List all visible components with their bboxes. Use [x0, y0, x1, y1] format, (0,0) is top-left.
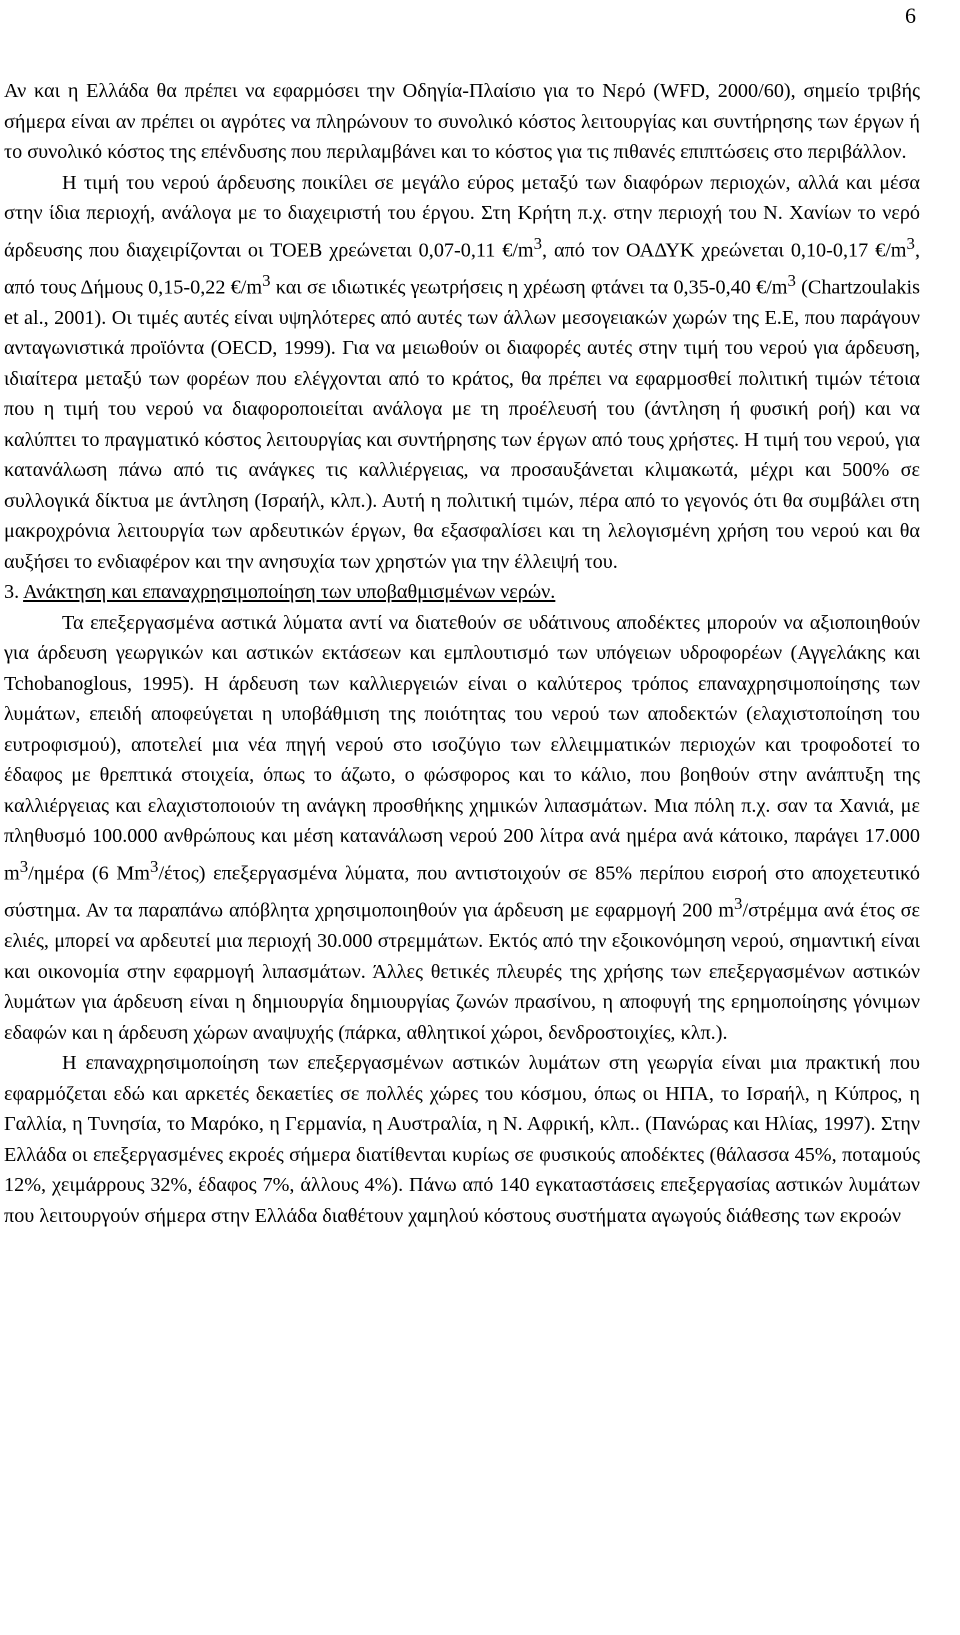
text-run: (Chartzoulakis et al., 2001). Οι τιμές αυτές είναι υψηλότερες από αυτές των άλλων μεσογειακών χωρών της Ε.Ε, που παράγουν ανταγωνιστικά προϊόντα (OECD, 1999). Για να μειωθούν οι διαφορές αυτές στην τιμή του νερού για άρδευση, ιδιαίτερα μεταξύ των φορέων που ελέγχονται από το κράτος, θα πρέπει να εφαρμοσθεί πολιτική τιμών τέτοια που η τιμή του νερού να διαφοροποιείται ανάλογα με τη προέλευσή του (άντληση ή φυσική ροή) και να καλύπτει το πραγματικό κόστος λειτουργίας και συντήρησης των έργων από τους χρήστες. Η τιμή του νερού, για κατανάλωση πάνω από τις ανάγκες τις καλλιέργειας, να προσαυξάνεται κλιμακωτά, μέχρι και 500% σε συλλογικά δίκτυα με άντληση (Ισραήλ, κλπ.). Αυτή η πολιτική τιμών, πέρα από το γεγονός ότι θα συμβάλει στη μακροχρόνια λειτουργία των αρδευτικών έργων, θα εξασφαλίσει και τη λελογισμένη χρήση του νερού και θα αυξήσει το ενδιαφέρον και την ανησυχία των χρηστών για την έλλειψή του.: [4, 276, 920, 573]
superscript: 3: [262, 270, 271, 290]
paragraph-wastewater-reuse: [4, 608, 920, 1048]
text-run: /στρέμμα ανά έτος σε ελιές, μπορεί να αρδευτεί μια περιοχή 30.000 στρεμμάτων. Εκτός από την εξοικονόμηση νερού, σημαντική είναι και οικονομία στην εφαρμογή λιπασμάτων. Άλλες θετικές πλευρές της χρήσης των επεξεργασμένων αστικών λυμάτων για άρδευση είναι η δημιουργία δημιουργίας ζωνών πρασίνου, η αποφυγή της ερημοποίησης γόνιμων εδαφών και η άρδευση χώρων αναψυχής (πάρκα, αθλητικοί χώροι, δενδροστοιχίες, κλπ.).: [4, 899, 920, 1044]
paragraph-wfd: Αν και η Ελλάδα θα πρέπει να εφαρμόσει την Οδηγία-Πλαίσιο για το Νερό (WFD, 2000/60), σημείο τριβής σήμερα είναι αν πρέπει οι αγρότες να πληρώνουν το συνολικό κόστος λειτουργίας και συντήρησης των έργων ή το συνολικό κόστος της επένδυσης που περιλαμβάνει και το κόστος για τις πιθανές επιπτώσεις στο περιβάλλον.: [4, 80, 920, 163]
superscript: 3: [787, 270, 796, 290]
page-number: 6: [905, 3, 916, 28]
document-body: [4, 76, 920, 1231]
superscript: 3: [906, 233, 915, 253]
paragraph-water-pricing: [4, 168, 920, 578]
text-run: Τα επεξεργασμένα αστικά λύματα αντί να διατεθούν σε υδάτινους αποδέκτες μπορούν να αξιοποιηθούν για άρδευση γεωργικών και αστικών εκτάσεων και εμπλουτισμό των υπόγειων υδροφορέων (Αγγελάκης και Tchobanoglous, 1995). Η άρδευση των καλλιεργειών είναι ο καλύτερος τρόπος επαναχρησιμοποίησης των λυμάτων, επειδή αποφεύγεται η υποβάθμιση της ποιότητας του νερού των αποδεκτών (ελαχιστοποίηση του ευτροφισμού), αποτελεί μια νέα πηγή νερού στο ισοζύγιο των ελλειμματικών περιοχών και τροφοδοτεί το έδαφος με θρεπτικά στοιχεία, όπως το άζωτο, ο φώσφορος και το κάλιο, που βοηθούν στην ανάπτυξη της καλλιέργειας και ελαχιστοποιούν τη ανάγκη προσθήκης χημικών λιπασμάτων. Μια πόλη π.χ. σαν τα Χανιά, με πληθυσμό 100.000 ανθρώπους και μέση κατανάλωση νερού 200 λίτρα ανά ημέρα ανά κάτοικο, παράγει 17.000 m: [4, 611, 920, 885]
section-number: 3.: [4, 581, 20, 604]
superscript: 3: [19, 856, 29, 876]
text-run: , από τον ΟΑΔΥΚ χρεώνεται 0,10-0,17 €/m: [542, 239, 907, 262]
text-run: , από τους Δήμους 0,15-0,22 €/m: [4, 239, 920, 299]
text-run: /έτος) επεξεργασμένα λύματα, που αντιστοιχούν σε 85% περίπου εισροή στο αποχετευτικό σύστημα. Αν τα παραπάνω απόβλητα χρησιμοποιηθούν για άρδευση με εφαρμογή 200 m: [4, 862, 920, 922]
section-heading: [4, 577, 920, 608]
superscript: 3: [533, 233, 543, 253]
superscript: 3: [734, 894, 743, 914]
paragraph-reuse-practice: Η επαναχρησιμοποίηση των επεξεργασμένων αστικών λυμάτων στη γεωργία είναι μια πρακτική που εφαρμόζεται εδώ και αρκετές δεκαετίες σε πολλές χώρες του κόσμου, όπως οι ΗΠΑ, το Ισραήλ, η Κύπρος, η Γαλλία, η Τυνησία, το Μαρόκο, η Γερμανία, η Αυστραλία, η Ν. Αφρική, κλπ.. (Πανώρας και Ηλίας, 1997). Στην Ελλάδα οι επεξεργασμένες εκροές σήμερα διατίθενται κυρίως σε φυσικούς αποδέκτες (θάλασσα 45%, ποταμούς 12%, χειμάρρους 32%, έδαφος 7%, άλλους 4%). Πάνω από 140 εγκαταστάσεις επεξεργασίας αστικών λυμάτων που λειτουργούν σήμερα στην Ελλάδα διαθέτουν χαμηλού κόστους συστήματα αγωγούς διάθεσης των εκροών: [4, 1052, 920, 1227]
text-run: και σε ιδιωτικές γεωτρήσεις η χρέωση φτάνει τα 0,35-0,40 €/m: [270, 276, 788, 299]
text-run: /ημέρα (6 Mm: [28, 862, 151, 885]
text-run: Η τιμή του νερού άρδευσης ποικίλει σε μεγάλο εύρος μεταξύ των διαφόρων περιοχών, αλλά και μέσα στην ίδια περιοχή, ανάλογα με το διαχειριστή του έργου. Στη Κρήτη π.χ. στην περιοχή του Ν. Χανίων το νερό άρδευσης που διαχειρίζονται οι ΤΟΕΒ χρεώνεται 0,07-0,11 €/m: [4, 171, 920, 262]
superscript: 3: [150, 856, 159, 876]
section-title: Ανάκτηση και επαναχρησιμοποίηση των υποβαθμισμένων νερών.: [23, 581, 556, 604]
